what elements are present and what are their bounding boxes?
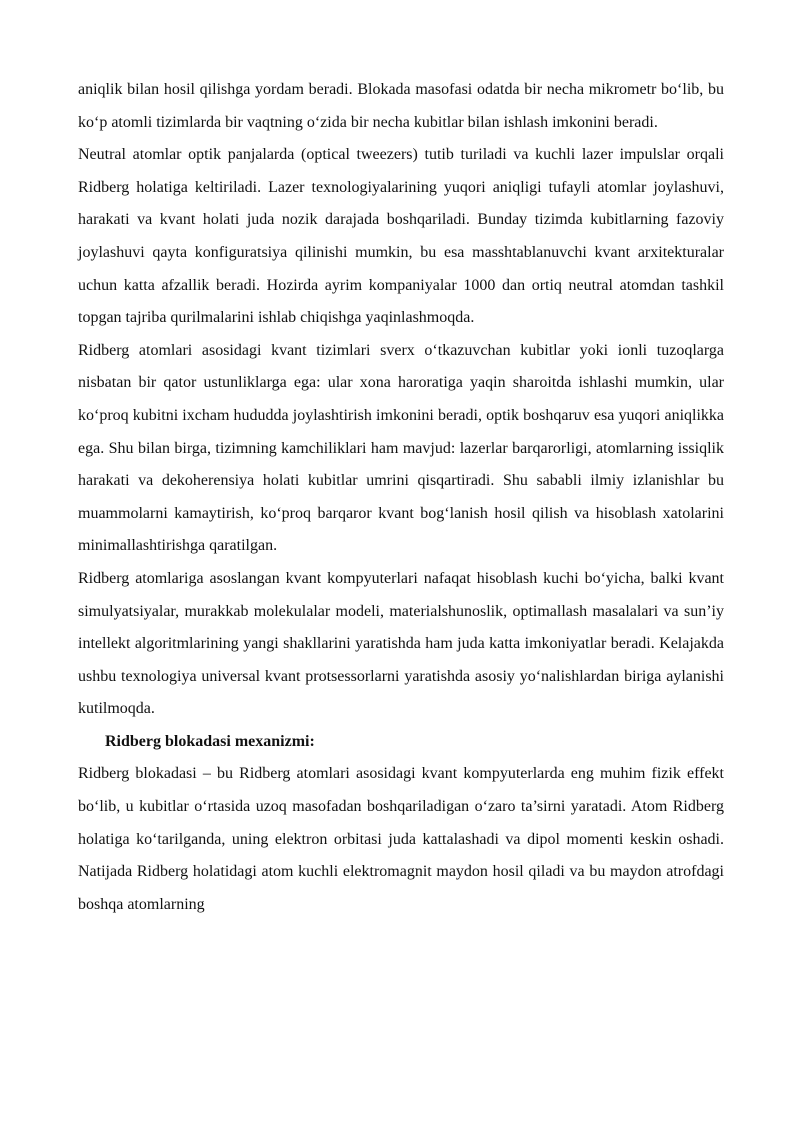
document-page [78,74,724,921]
paragraph-blockade-distance: aniqlik bilan hosil qilishga yordam beradi. Blokada masofasi odatda bir necha mikrometr bo‘lib, bu ko‘p atomli tizimlarda bir vaqtning o‘zida bir necha kubitlar bilan ishlash imkonini beradi. [78,81,724,131]
paragraph-blockade-definition: Ridberg blokadasi – bu Ridberg atomlari asosidagi kvant kompyuterlarda eng muhim fizik effekt bo‘lib, u kubitlar o‘rtasida uzoq masofadan boshqariladigan o‘zaro ta’sirni yaratadi. Atom Ridberg holatiga ko‘tarilganda, uning elektron orbitasi juda kattalashadi va dipol momenti keskin oshadi. Natijada Ridberg holatidagi atom kuchli elektromagnit maydon hosil qiladi va bu maydon atrofdagi boshqa atomlarning [78,765,724,913]
paragraph-applications: Ridberg atomlariga asoslangan kvant kompyuterlari nafaqat hisoblash kuchi bo‘yicha, balki kvant simulyatsiyalar, murakkab molekulalar modeli, materialshunoslik, optimallash masalalari va sun’iy intellekt algoritmlarining yangi shakllarini yaratishda ham juda katta imkoniyatlar beradi. Kelajakda ushbu texnologiya universal kvant protsessorlarni yaratishda asosiy yo‘nalishlardan biriga aylanishi kutilmoqda. [78,569,724,718]
paragraph-neutral-atoms: Neutral atomlar optik panjalarda (optical tweezers) tutib turiladi va kuchli lazer impulslar orqali Ridberg holatiga keltiriladi. Lazer texnologiyalarining yuqori aniqligi tufayli atomlar joylashuvi, harakati va kvant holati juda nozik darajada boshqariladi. Bunday tizimda kubitlarning fazoviy joylashuvi qayta konfiguratsiya qilinishi mumkin, bu esa masshtablanuvchi kvant arxitekturalar uchun katta afzallik beradi. Hozirda ayrim kompaniyalar 1000 dan ortiq neutral atomdan tashkil topgan tajriba qurilmalarini ishlab chiqishga yaqinlashmoqda. [78,146,724,327]
section-heading: Ridberg blokadasi mexanizmi: [105,732,315,750]
paragraph-advantages: Ridberg atomlari asosidagi kvant tizimlari sverx o‘tkazuvchan kubitlar yoki ionli tuzoqlarga nisbatan bir qator ustunliklarga ega: ular xona haroratiga yaqin sharoitda ishlashi mumkin, ular ko‘proq kubitni ixcham hududda joylashtirish imkonini beradi, optik boshqaruv esa yuqori aniqlikka ega. Shu bilan birga, tizimning kamchiliklari ham mavjud: lazerlar barqarorligi, atomlarning issiqlik harakati va dekoherensiya holati kubitlar umrini qisqartiradi. Shu sababli ilmiy izlanishlar bu muammolarni kamaytirish, ko‘proq barqaror kvant bog‘lanish hosil qilish va hisoblash xatolarini minimallashtirishga qaratilgan. [78,341,724,555]
